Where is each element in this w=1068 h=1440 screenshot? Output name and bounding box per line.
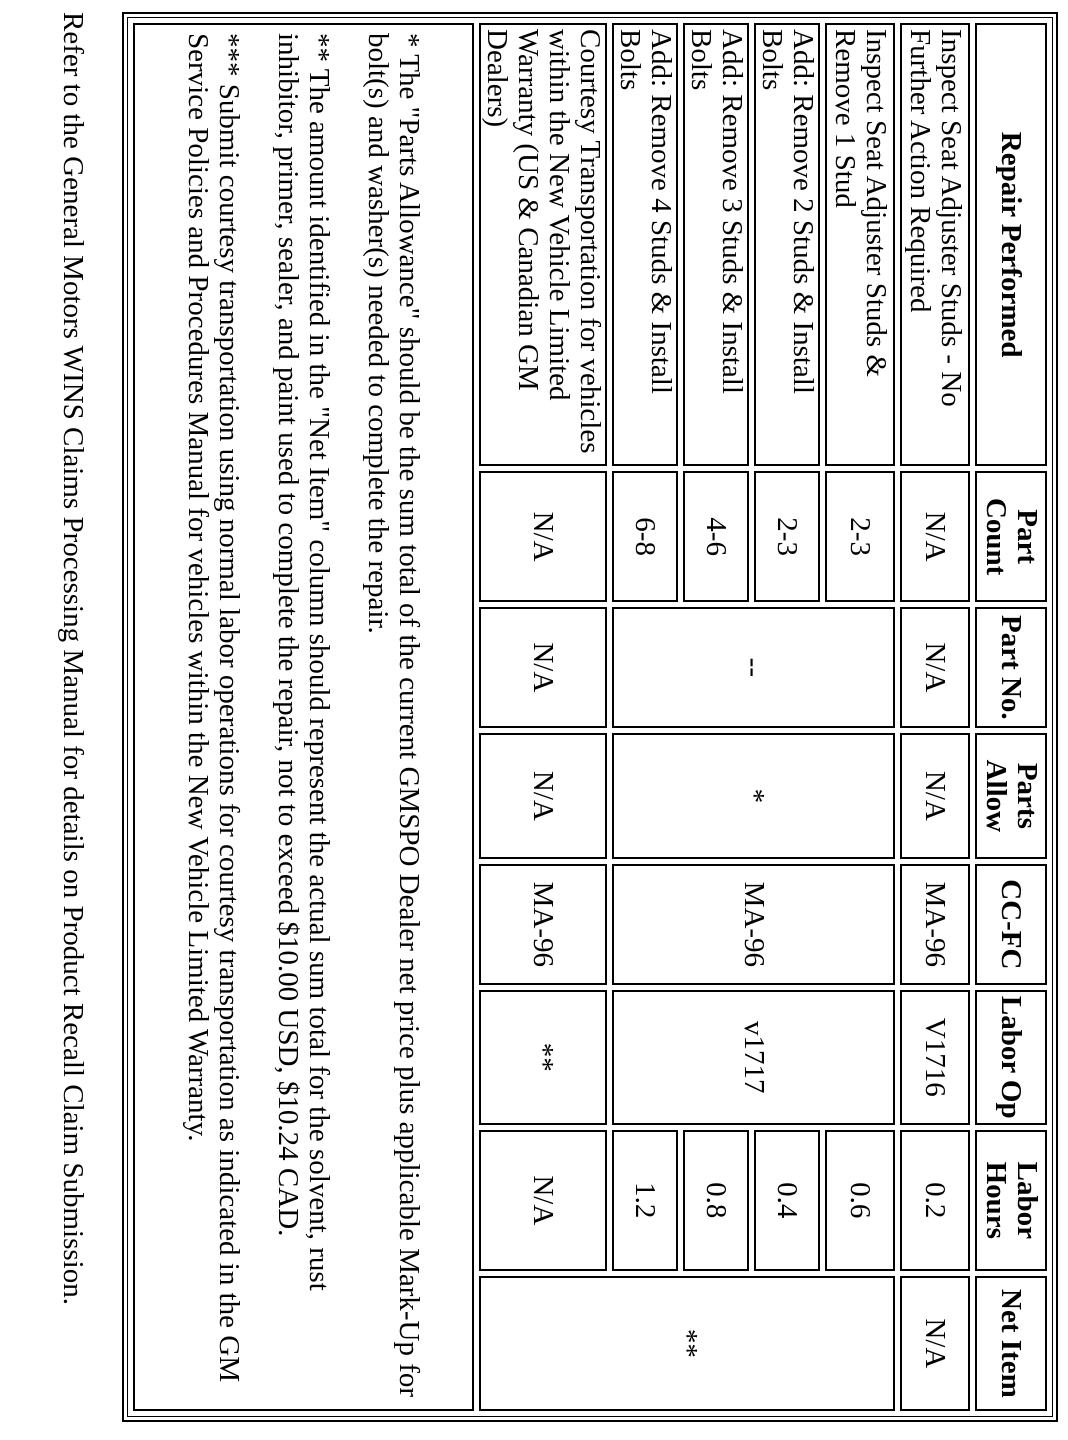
cc-fc-cell: MA-96 xyxy=(900,864,970,985)
labor-hours-cell: 0.2 xyxy=(900,1130,970,1271)
part-count-cell: 2-3 xyxy=(754,471,820,602)
repair-cell: Add: Remove 2 Studs & Install Bolts xyxy=(754,23,820,466)
table-notes-cell xyxy=(133,23,474,1411)
labor-hours-cell: 0.8 xyxy=(683,1130,749,1271)
repair-cell: Inspect Seat Adjuster Studs - No Further Action Required xyxy=(900,23,970,466)
labor-op-merged-cell: v1717 xyxy=(612,990,895,1125)
note-courtesy-transportation: *** Submit courtesy transportation using normal labor operations for courtesy transportation as indicated in the GM Service Policies and Procedures Manual for vehicles within the New Vehicle Limited Warranty. xyxy=(182,33,246,1383)
table-notes-row xyxy=(133,23,474,1411)
note-parts-allowance: * The "Parts Allowance" should be the sum total of the current GMSPO Dealer net price plus applicable Mark-Up for bolt(s) and washer(s) needed to complete the repair. xyxy=(362,33,426,1398)
header-labor-op: Labor Op xyxy=(975,990,1047,1125)
header-part-no: Part No. xyxy=(975,607,1047,728)
labor-hours-cell: N/A xyxy=(479,1130,607,1271)
labor-operation-table xyxy=(127,17,1053,1417)
table-header-row xyxy=(975,23,1047,1411)
header-repair-performed: Repair Performed xyxy=(975,23,1047,466)
table-row xyxy=(900,23,970,1411)
part-count-cell: N/A xyxy=(479,471,607,602)
header-parts-allow: Parts Allow xyxy=(975,733,1047,859)
parts-allow-merged-cell: * xyxy=(612,733,895,859)
labor-table-frame xyxy=(122,12,1058,1422)
part-count-cell: 6-8 xyxy=(612,471,678,602)
labor-op-cell: ** xyxy=(479,990,607,1125)
table-row xyxy=(479,23,607,1411)
repair-cell: Add: Remove 3 Studs & Install Bolts xyxy=(683,23,749,466)
header-part-count: Part Count xyxy=(975,471,1047,602)
repair-cell: Add: Remove 4 Studs & Install Bolts xyxy=(612,23,678,466)
labor-hours-cell: 1.2 xyxy=(612,1130,678,1271)
repair-cell: Courtesy Transportation for vehicles within the New Vehicle Limited Warranty (US & Canadian GM Dealers) xyxy=(479,23,607,466)
labor-hours-cell: 0.4 xyxy=(754,1130,820,1271)
part-count-cell: N/A xyxy=(900,471,970,602)
part-count-cell: 2-3 xyxy=(825,471,895,602)
part-no-cell: N/A xyxy=(900,607,970,728)
header-cc-fc: CC-FC xyxy=(975,864,1047,985)
footer-reference-text: Refer to the General Motors WINS Claims Processing Manual for details on Product Recall Claim Submission. xyxy=(57,12,89,1305)
part-no-merged-cell: -- xyxy=(612,607,895,728)
part-count-cell: 4-6 xyxy=(683,471,749,602)
net-item-merged-cell: ** xyxy=(479,1276,895,1411)
parts-allow-cell: N/A xyxy=(900,733,970,859)
cc-fc-merged-cell: MA-96 xyxy=(612,864,895,985)
header-labor-hours: Labor Hours xyxy=(975,1130,1047,1271)
labor-hours-cell: 0.6 xyxy=(825,1130,895,1271)
part-no-cell: N/A xyxy=(479,607,607,728)
table-row xyxy=(825,23,895,1411)
repair-cell: Inspect Seat Adjuster Studs & Remove 1 Stud xyxy=(825,23,895,466)
cc-fc-cell: MA-96 xyxy=(479,864,607,985)
header-net-item: Net Item xyxy=(975,1276,1047,1411)
parts-allow-cell: N/A xyxy=(479,733,607,859)
net-item-cell: N/A xyxy=(900,1276,970,1411)
note-net-item: ** The amount identified in the "Net Item" column should represent the actual sum total for the solvent, rust inhibitor, primer, sealer, and paint used to complete the repair, not to exceed $10.00 USD, $10.24 CAD. xyxy=(272,33,336,1291)
labor-op-cell: V1716 xyxy=(900,990,970,1125)
